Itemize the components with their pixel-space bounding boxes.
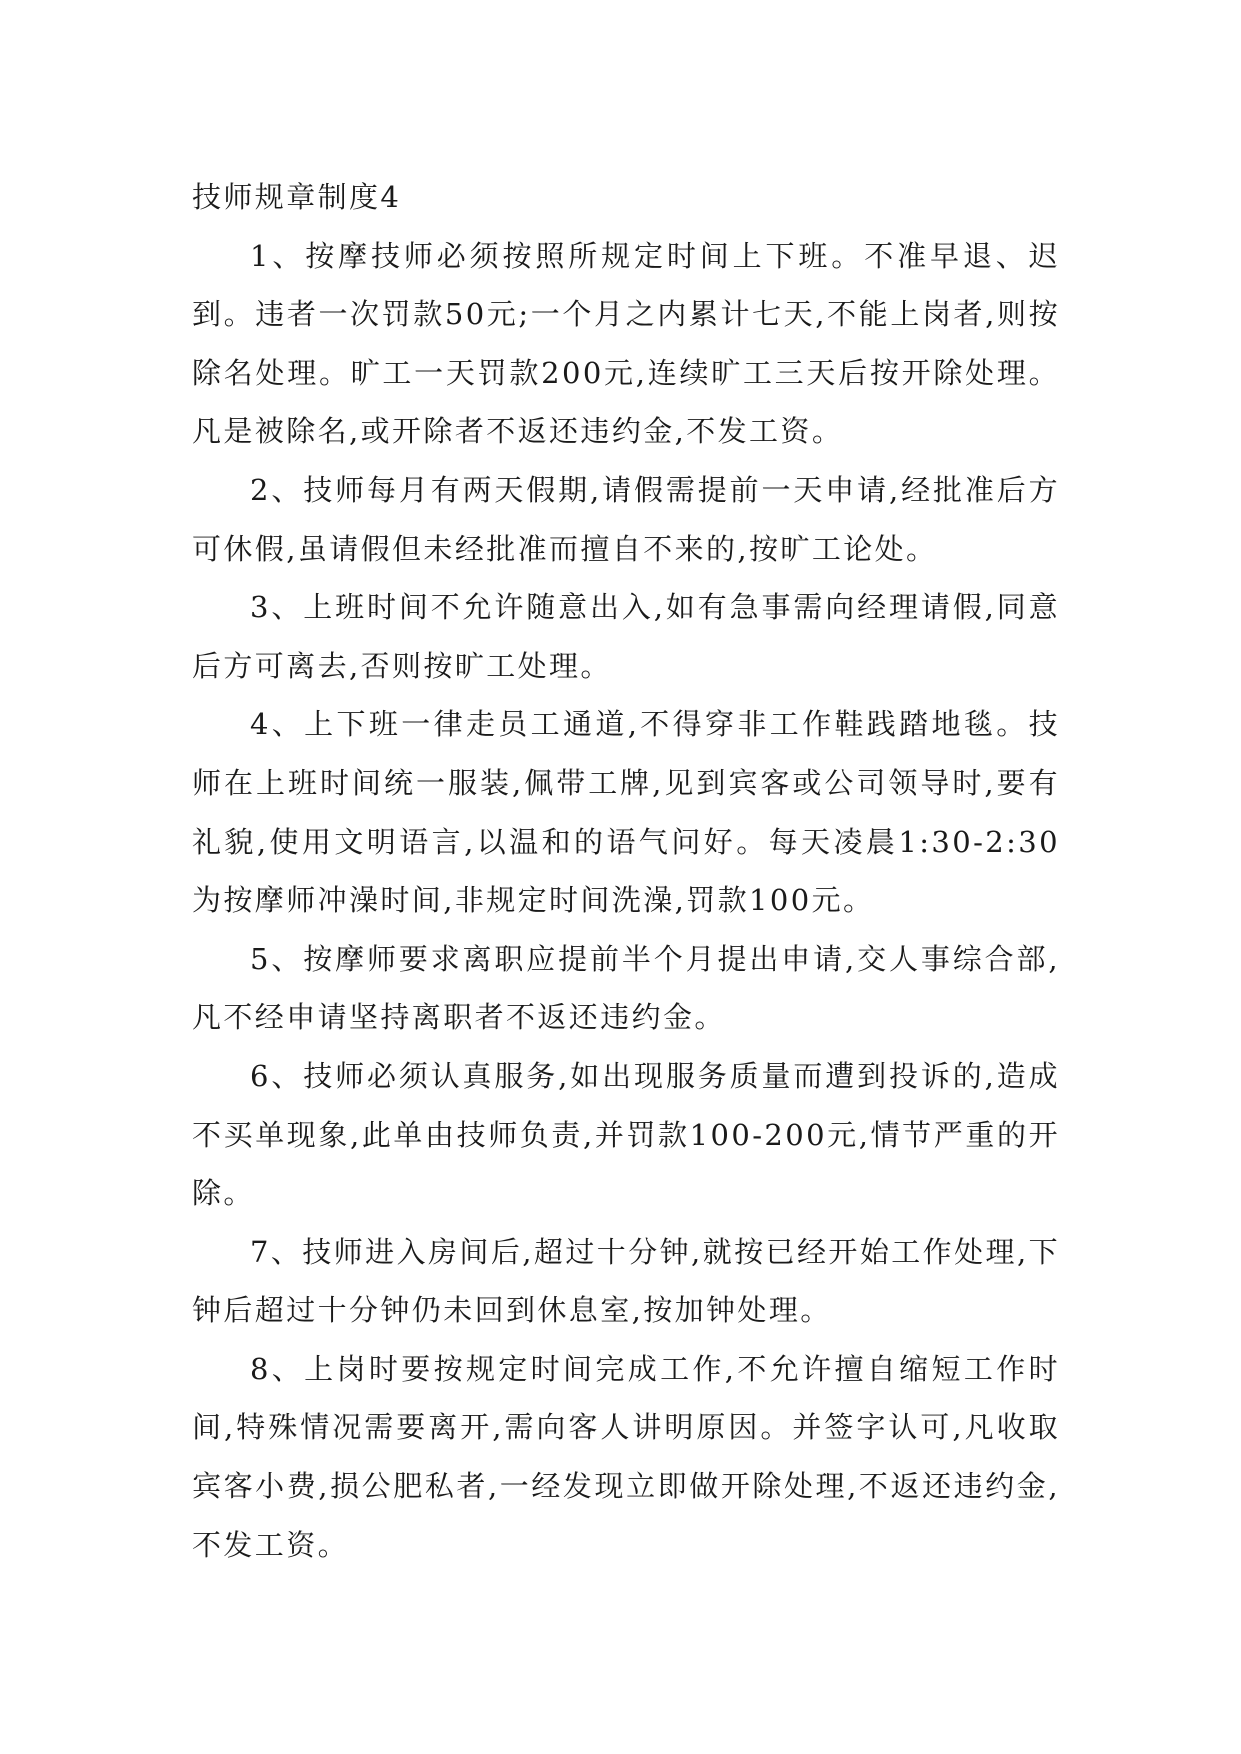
- document-body: [192, 168, 1060, 1574]
- rule-paragraph-6: 6、技师必须认真服务,如出现服务质量而遭到投诉的,造成不买单现象,此单由技师负责,并罚款100-200元,情节严重的开除。: [192, 1058, 1060, 1211]
- rule-paragraph-1: 1、按摩技师必须按照所规定时间上下班。不准早退、迟到。违者一次罚款50元;一个月之内累计七天,不能上岗者,则按除名处理。旷工一天罚款200元,连续旷工三天后按开除处理。凡是被除名,或开除者不返还违约金,不发工资。: [192, 238, 1061, 449]
- rule-paragraph-8: 8、上岗时要按规定时间完成工作,不允许擅自缩短工作时间,特殊情况需要离开,需向客人讲明原因。并签字认可,凡收取宾客小费,损公肥私者,一经发现立即做开除处理,不返还违约金,不发工资。: [192, 1351, 1060, 1562]
- document-title: 技师规章制度4: [192, 180, 402, 214]
- rule-paragraph-5: 5、按摩师要求离职应提前半个月提出申请,交人事综合部,凡不经申请坚持离职者不返还违约金。: [192, 941, 1060, 1035]
- rule-paragraph-3: 3、上班时间不允许随意出入,如有急事需向经理请假,同意后方可离去,否则按旷工处理。: [192, 590, 1060, 683]
- rule-paragraph-2: 2、技师每月有两天假期,请假需提前一天申请,经批准后方可休假,虽请假但未经批准而擅自不来的,按旷工论处。: [192, 472, 1060, 566]
- rule-paragraph-7: 7、技师进入房间后,超过十分钟,就按已经开始工作处理,下钟后超过十分钟仍未回到休息室,按加钟处理。: [192, 1234, 1060, 1328]
- rule-paragraph-4: 4、上下班一律走员工通道,不得穿非工作鞋践踏地毯。技师在上班时间统一服装,佩带工牌,见到宾客或公司领导时,要有礼貌,使用文明语言,以温和的语气问好。每天凌晨1:30-2:30为按摩师冲澡时间,非规定时间洗澡,罚款100元。: [192, 707, 1060, 918]
